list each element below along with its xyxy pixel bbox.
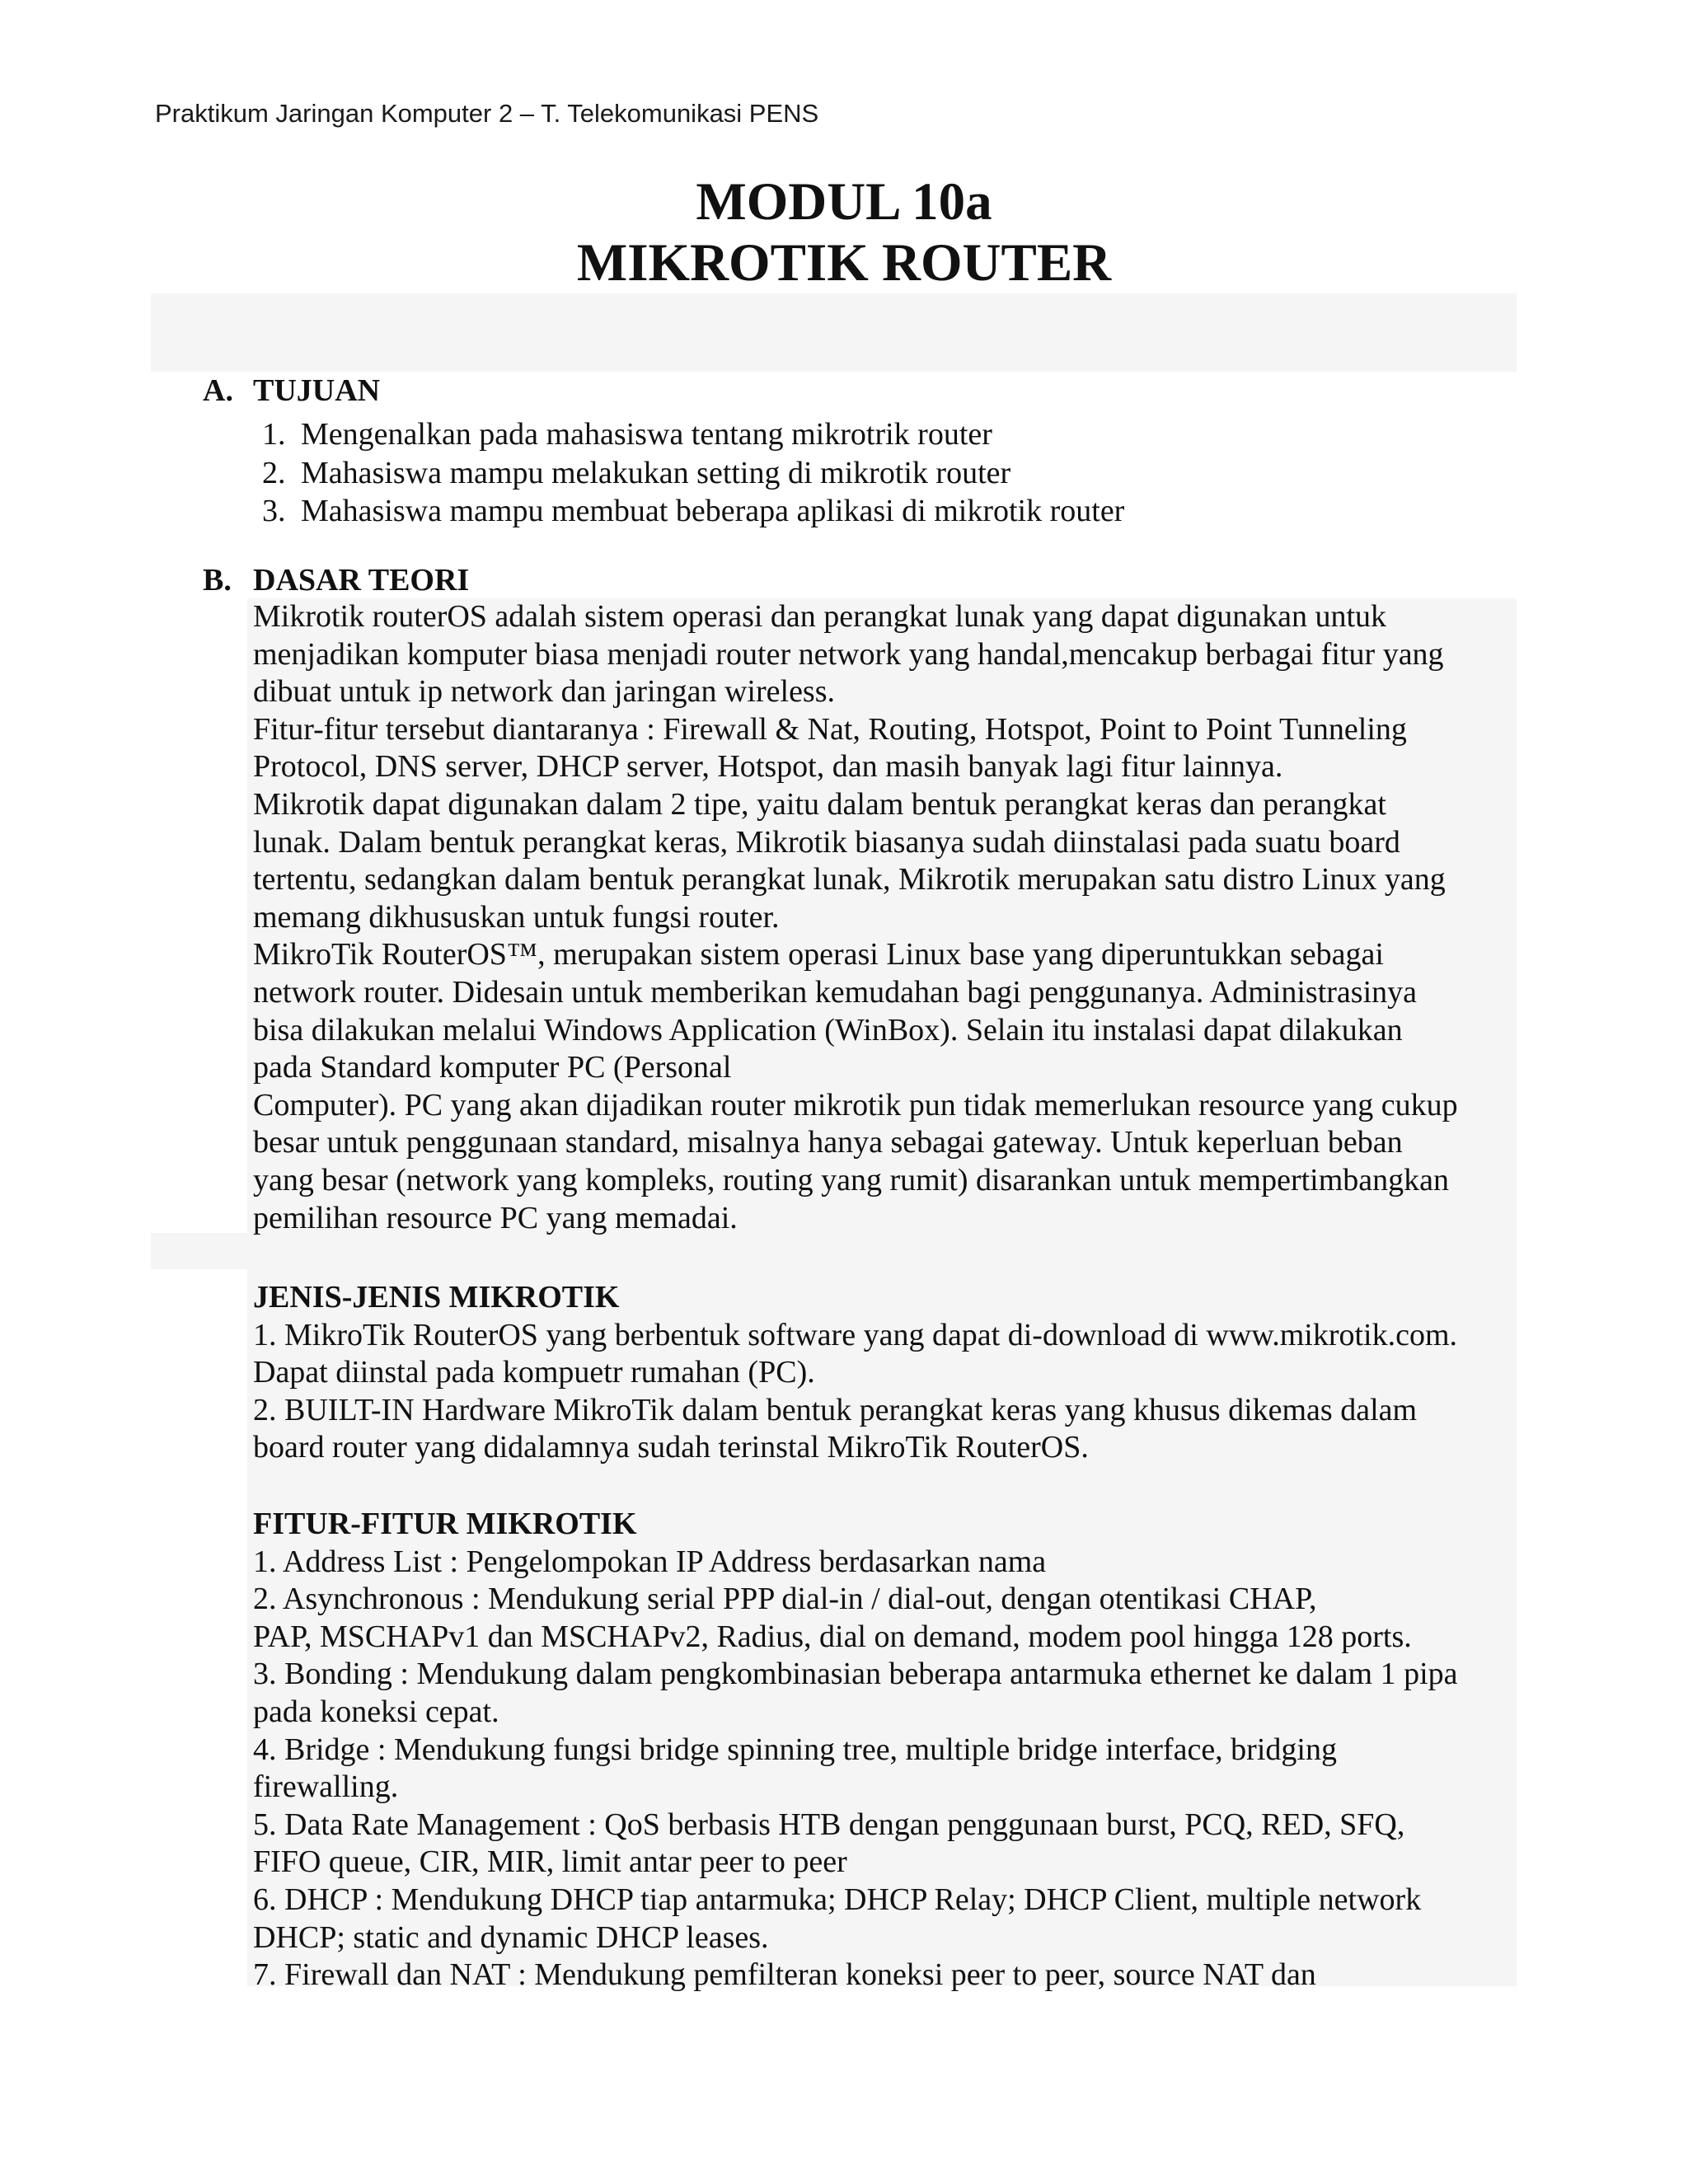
list-item-text: Mengenalkan pada mahasiswa tentang mikrotrik router (301, 417, 992, 452)
text-line: dibuat untuk ip network dan jaringan wireless. (253, 674, 836, 710)
text-line: Mikrotik routerOS adalah sistem operasi dan perangkat lunak yang dapat digunakan untuk (253, 599, 1387, 634)
text-line: Mikrotik dapat digunakan dalam 2 tipe, yaitu dalam bentuk perangkat keras dan perangkat (253, 786, 1386, 822)
text-line: 4. Bridge : Mendukung fungsi bridge spinning tree, multiple bridge interface, bridging (253, 1732, 1337, 1767)
shaded-band-top (151, 293, 1517, 372)
section-jenis-mikrotik (253, 1279, 1457, 1467)
text-line: Protocol, DNS server, DHCP server, Hotspot, dan masih banyak lagi fitur lainnya. (253, 749, 1283, 785)
text-line: 2. BUILT-IN Hardware MikroTik dalam bentuk perangkat keras yang khusus dikemas dalam (253, 1392, 1418, 1427)
text-line: FIFO queue, CIR, MIR, limit antar peer to peer (253, 1844, 847, 1880)
text-line: memang dikhususkan untuk fungsi router. (253, 899, 780, 935)
text-line: besar untuk penggunaan standard, misalnya hanya sebagai gateway. Untuk keperluan beban (253, 1125, 1403, 1160)
list-item-text: Mahasiswa mampu melakukan setting di mikrotik router (301, 456, 1011, 490)
section-a-heading: TUJUAN (253, 373, 381, 408)
module-number-title: MODUL 10a (696, 172, 992, 232)
text-line: pemilihan resource PC yang memadai. (253, 1200, 738, 1235)
section-b-heading: DASAR TEORI (253, 563, 470, 598)
text-line: yang besar (network yang kompleks, routing yang rumit) disarankan untuk mempertimbangkan (253, 1162, 1450, 1197)
jenis-heading: JENIS-JENIS MIKROTIK (253, 1280, 620, 1315)
text-line: 1. MikroTik RouterOS yang berbentuk software yang dapat di-download di www.mikrotik.com. (253, 1317, 1458, 1352)
running-header: Praktikum Jaringan Komputer 2 – T. Telekomunikasi PENS (155, 99, 819, 128)
text-line: menjadikan komputer biasa menjadi router network yang handal,mencakup berbagai fitur yang (253, 636, 1444, 672)
text-line: board router yang didalamnya sudah terinstal MikroTik RouterOS. (253, 1430, 1089, 1465)
text-line: network router. Didesain untuk memberikan kemudahan bagi penggunanya. Administrasinya (253, 974, 1417, 1010)
text-line: lunak. Dalam bentuk perangkat keras, Mikrotik biasanya sudah diinstalasi pada suatu board (253, 824, 1400, 860)
text-line: 3. Bonding : Mendukung dalam pengkombinasian beberapa antarmuka ethernet ke dalam 1 pipa (253, 1657, 1458, 1692)
list-item-number: 3. (262, 494, 286, 528)
section-fitur-mikrotik (253, 1506, 1458, 1994)
shaded-band-margin (151, 1233, 1517, 1269)
text-line: pada koneksi cepat. (253, 1694, 499, 1729)
text-line: 2. Asynchronous : Mendukung serial PPP dial-in / dial-out, dengan otentikasi CHAP, (253, 1582, 1317, 1617)
text-line: 6. DHCP : Mendukung DHCP tiap antarmuka; DHCP Relay; DHCP Client, multiple network (253, 1882, 1422, 1917)
text-line: 5. Data Rate Management : QoS berbasis HTB dengan penggunaan burst, PCQ, RED, SFQ, (253, 1807, 1405, 1842)
list-item-text: Mahasiswa mampu membuat beberapa aplikasi di mikrotik router (301, 494, 1125, 528)
text-line: Dapat diinstal pada kompuetr rumahan (PC). (253, 1355, 815, 1390)
module-name-title: MIKROTIK ROUTER (576, 233, 1112, 293)
text-line: DHCP; static and dynamic DHCP leases. (253, 1919, 769, 1955)
fitur-heading: FITUR-FITUR MIKROTIK (253, 1507, 637, 1541)
text-line: bisa dilakukan melalui Windows Application (WinBox). Selain itu instalasi dapat dilakukan (253, 1012, 1403, 1047)
section-b-letter: B. (203, 563, 232, 598)
text-line: Computer). PC yang akan dijadikan router mikrotik pun tidak memerlukan resource yang cukup (253, 1087, 1458, 1122)
text-line: tertentu, sedangkan dalam bentuk perangkat lunak, Mikrotik merupakan satu distro Linux yang (253, 862, 1446, 898)
text-line: Fitur-fitur tersebut diantaranya : Firewall & Nat, Routing, Hotspot, Point to Point Tunneling (253, 711, 1407, 747)
text-line: 1. Address List : Pengelompokan IP Address berdasarkan nama (253, 1544, 1047, 1579)
text-line: 7. Firewall dan NAT : Mendukung pemfilteran koneksi peer to peer, source NAT dan (253, 1957, 1316, 1993)
list-item-number: 2. (262, 456, 286, 490)
text-line: firewalling. (253, 1769, 399, 1805)
text-line: MikroTik RouterOS™, merupakan sistem operasi Linux base yang diperuntukkan sebagai (253, 937, 1384, 972)
text-line: PAP, MSCHAPv1 dan MSCHAPv2, Radius, dial on demand, modem pool hingga 128 ports. (253, 1619, 1412, 1654)
section-a-letter: A. (203, 373, 233, 408)
theory-paragraph (253, 598, 1458, 1237)
text-line: pada Standard komputer PC (Personal (253, 1050, 732, 1085)
list-item-number: 1. (262, 417, 286, 452)
